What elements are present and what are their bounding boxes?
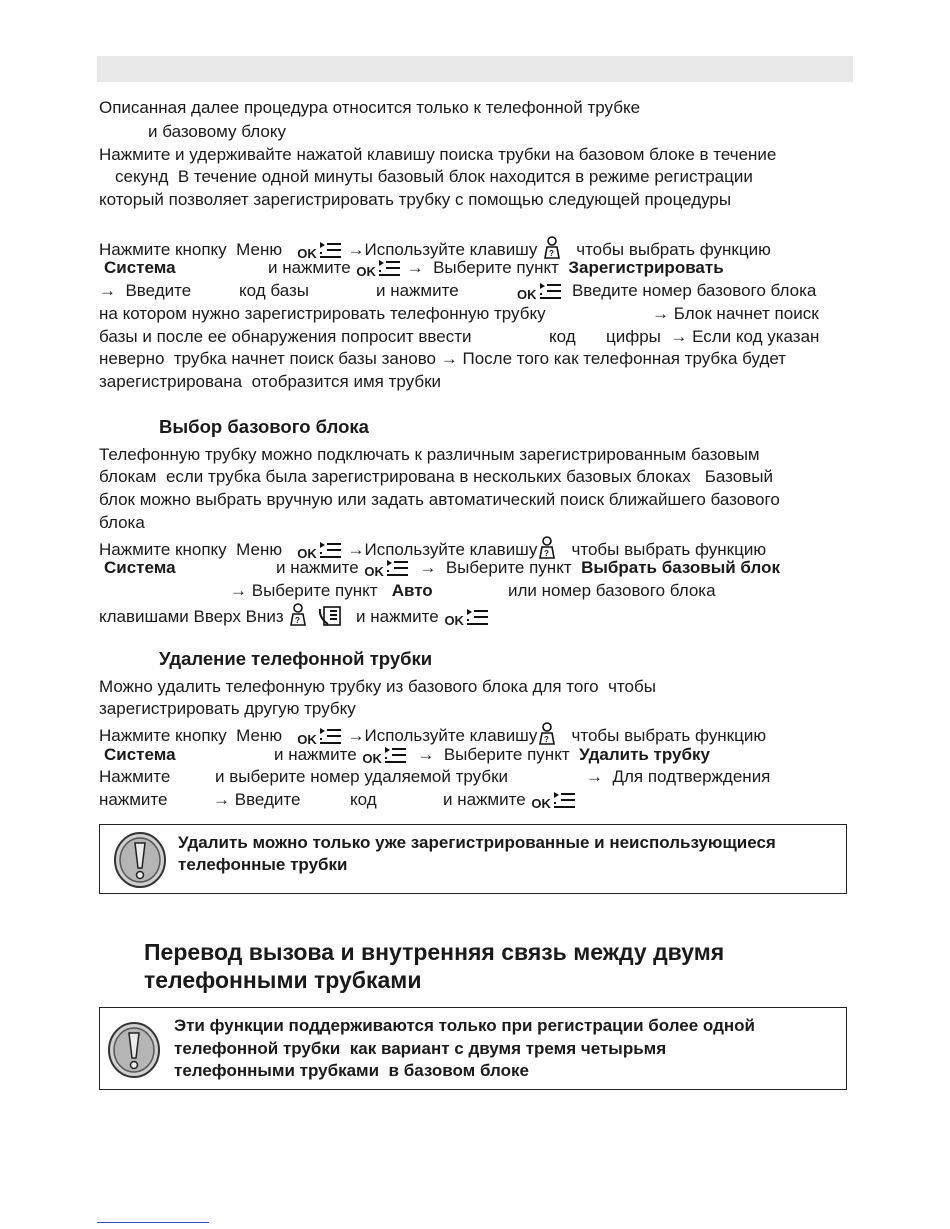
note2-line-1: Эти функции поддерживаются только при регистрации более одной [174,1016,755,1035]
arrow-right-icon: → [417,745,435,764]
text-auto: Авто [391,581,433,600]
info-note [99,1007,847,1090]
delete-step-2: Система [104,745,176,764]
text-or-number: или номер базового блока [508,581,716,600]
section-title-line-2: телефонными трубками [144,967,422,993]
register-line-4b: → Блок начнет поиск [652,304,819,323]
arrow-right-icon: → [230,581,247,600]
select-base-line-3: блок можно выбрать вручную или задать автоматический поиск ближайшего базового [99,490,780,509]
delete-step-4b: → Введите [213,790,301,809]
delete-step-4d: и нажмите OK [443,790,577,810]
ok-menu-icon: OK [356,260,401,278]
intro-line-3: Нажмите и удерживайте нажатой клавишу поиска трубки на базовом блоке в течение [99,145,777,164]
text-code: код [350,790,377,809]
select-base-step-3: → Выберите пункт Авто [230,581,433,600]
select-base-step-2b: и нажмите OK → Выберите пункт Выбрать базовый блок [276,558,780,579]
delete-line-1: Можно удалить телефонную трубку из базового блока для того чтобы [99,677,656,696]
phonebook-icon [318,605,342,627]
ok-menu-icon: OK [297,242,342,260]
note-line-2: телефонные трубки [178,855,348,874]
text-and-press: и нажмите [376,281,459,300]
text-and-press: и нажмите [268,258,351,277]
note2-line-2: телефонной трубки как вариант с двумя тремя четырьмя [174,1039,667,1058]
ok-menu-icon: OK [444,609,489,627]
select-base-step-4: клавишами Вверх Вниз ? и нажмите OK [99,603,490,627]
footer-rule [97,1222,209,1223]
arrow-right-icon: → [347,540,365,559]
text-select-number: и выберите номер удаляемой трубки [215,767,509,786]
text-menu: Меню [236,240,283,259]
register-step-3 [99,281,191,301]
register-line-6: неверно трубка начнет поиск базы заново → После того как телефонная трубка будет [99,349,787,368]
svg-text:?: ? [544,735,550,744]
note2-line-3: телефонными трубками в базовом блоке [174,1061,529,1080]
section-heading-select-base: Выбор базового блока [159,416,369,437]
text-select-item: Выберите пункт [433,258,559,277]
select-base-line-2: блокам если трубка была зарегистрирована в нескольких базовых блоках Базовый [99,467,773,486]
arrow-right-icon: → [419,558,437,577]
delete-line-2: зарегистрировать другую трубку [99,699,356,718]
delete-step-2b: и нажмите OK → Выберите пункт Удалить трубку [274,745,710,766]
handset-nav-icon [542,236,562,260]
ok-menu-icon: OK [362,747,407,765]
text-press-button: Нажмите кнопку [99,240,227,259]
register-step-3c [516,281,816,301]
exclamation-icon [106,1020,162,1080]
handset-nav-icon [537,536,557,560]
handset-nav-icon [537,722,557,746]
register-line-7: зарегистрирована отобразится имя трубки [99,372,442,391]
delete-step-1: Нажмите кнопку Меню OK →Используйте клавишу ? чтобы выбрать функцию [99,722,766,746]
arrow-right-icon: → [440,349,458,368]
svg-text:?: ? [295,616,301,625]
handset-nav-icon [288,603,308,627]
exclamation-icon [112,830,168,890]
section-heading-delete-handset: Удаление телефонной трубки [159,648,433,669]
intro-line-4: секунд В течение одной минуты базовый блок находится в режиме регистрации [115,167,753,186]
register-line-5a: базы и после ее обнаружения попросит ввести [99,327,472,346]
text-enter: Введите [125,281,192,300]
arrow-right-icon: → [586,767,603,786]
section-title-line-1: Перевод вызова и внутренняя связь между двумя [144,939,725,965]
register-step-2 [104,258,176,278]
delete-step-3c: → Для подтверждения [586,767,771,786]
text-use-key: Используйте клавишу [364,240,538,259]
select-base-step-1: Нажмите кнопку Меню OK →Используйте клавишу ? чтобы выбрать функцию [99,536,766,560]
register-line-5c: цифры → Если код указан [606,327,820,346]
text-select-function: чтобы выбрать функцию [576,240,771,259]
arrow-right-icon: → [406,258,424,277]
text-press-lower: нажмите [99,790,168,809]
text-select-base-item: Выбрать базовый блок [581,558,780,577]
warning-note [99,824,847,894]
text-base-code: код базы [239,281,309,300]
note-line-1: Удалить можно только уже зарегистрированные и неиспользующиеся [178,833,776,852]
arrow-right-icon: → [652,304,669,323]
text-system: Система [104,258,176,277]
arrow-right-icon: → [99,281,116,300]
ok-menu-icon: OK [517,283,562,301]
intro-line-1: Описанная далее процедура относится только к телефонной трубке [99,98,641,117]
text-enter-base-number: Введите номер базового блока [571,281,817,300]
intro-line-5: который позволяет зарегистрировать трубку с помощью следующей процедуры [99,190,732,209]
arrow-right-icon: → [347,240,365,259]
ok-menu-icon: OK [297,542,342,560]
ok-menu-icon: OK [531,792,576,810]
select-base-line-4: блока [99,513,145,532]
ok-menu-icon: OK [364,560,409,578]
text-register-item: Зарегистрировать [568,258,724,277]
register-step-1 [99,236,771,260]
intro-line-2: и базовому блоку [148,122,286,141]
text-code: код [549,327,576,346]
arrow-right-icon: → [670,327,688,346]
ok-menu-icon: OK [297,728,342,746]
header-bar [97,56,853,82]
svg-text:?: ? [549,249,554,258]
select-base-line-1: Телефонную трубку можно подключать к различным зарегистрированным базовым [99,445,760,464]
select-base-step-2: Система [104,558,176,577]
text-delete-item: Удалить трубку [579,745,710,764]
svg-text:?: ? [544,549,550,558]
register-line-4a: на котором нужно зарегистрировать телефонную трубку [99,304,546,323]
text-press: Нажмите [99,767,171,786]
arrow-right-icon: → [213,790,230,809]
arrow-right-icon: → [347,726,365,745]
register-step-2b [268,258,724,278]
